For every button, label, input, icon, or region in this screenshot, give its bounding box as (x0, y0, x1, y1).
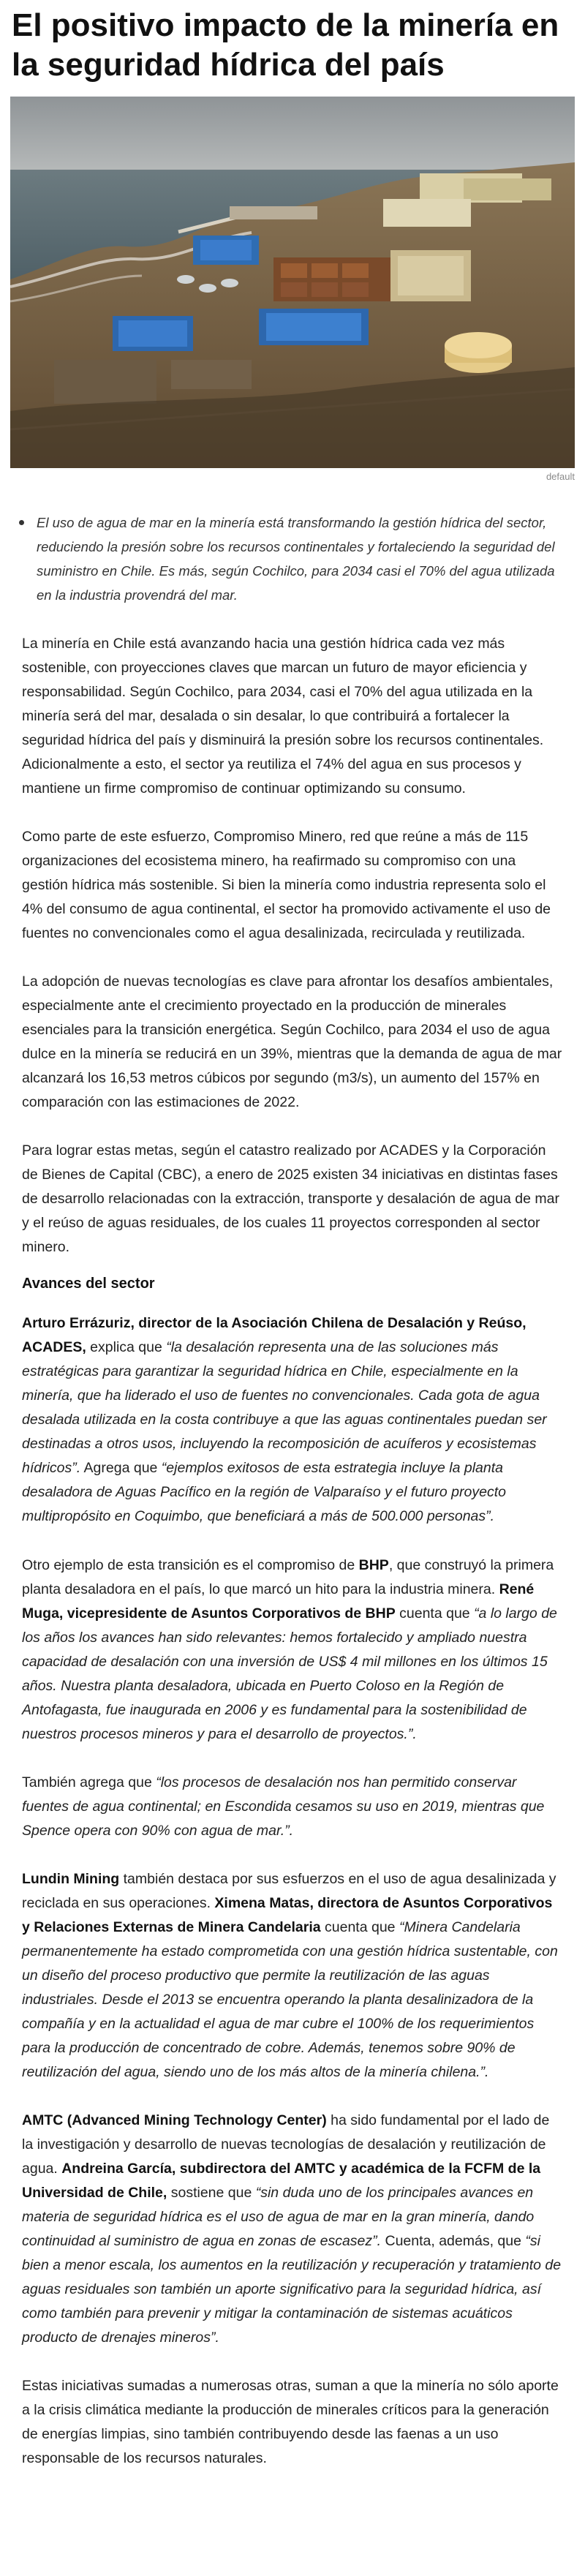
p5-quote-1: “la desalación representa una de las soluciones más estratégicas para garantizar la seguridad hídrica en Chile, especialmente en la minería, que ha liderado el uso de fuentes no convencionales. Cada gota de agua desalada utilizada en la costa contribuye a que las aguas continentales puedan ser destinadas a otros usos, incluyendo la recomposición de acuíferos y ecosistemas hídricos”. (22, 1339, 547, 1476)
paragraph-7 (22, 1771, 563, 1843)
bullet-icon (19, 520, 24, 525)
paragraph-6 (22, 1553, 563, 1747)
paragraph-4: Para lograr estas metas, según el catastro realizado por ACADES y la Corporación de Bienes de Capital (CBC), a enero de 2025 existen 34 iniciativas en distintas fases de desarrollo relacionadas con la extracción, transporte y desalación de agua de mar y el reúso de aguas residuales, de los cuales 11 proyectos corresponden al sector minero. (22, 1142, 559, 1255)
p8-speaker: Ximena Matas, directora de Asuntos Corporativos y Relaciones Externas de Minera Candelaria (22, 1895, 553, 1935)
p8-company: Lundin Mining (22, 1871, 120, 1887)
p6-company: BHP (358, 1557, 389, 1573)
p9-text-c: Cuenta, además, que (381, 2233, 526, 2249)
paragraph-5 (22, 1311, 563, 1529)
p8-quote: “Minera Candelaria permanentemente ha estado comprometida con una gestión hídrica sustentable, con un diseño del proceso productivo que permite la reutilización de las aguas industriales. Desde el 2013 se encuentra operando la planta desalinizadora de la compañía y en la actualidad el agua de mar cubre el 100% de los requerimientos para la producción de concentrado de cobre. Además, tenemos sobre 90% de reutilización del agua, siendo uno de los más altos de la minería chilena.”. (22, 1919, 558, 2080)
p9-quote-2: “si bien a menor escala, los aumentos en la reutilización y recuperación y tratamiento de aguas residuales son también un aporte significativo para la seguridad hídrica, así como también para prevenir y mitigar la contaminación de sistemas acuáticos producto de drenajes mineros”. (22, 2233, 562, 2346)
title-line-1: El positivo impacto de la minería en (12, 7, 559, 43)
article-title (12, 6, 573, 85)
p9-text-b: sostiene que (167, 2185, 256, 2201)
paragraph-8 (22, 1867, 563, 2084)
paragraph-10: Estas iniciativas sumadas a numerosas otras, suman a que la minería no sólo aporte a la crisis climática mediante la producción de minerales críticos para la generación de energías limpias, sino también contribuyendo desde las faenas a un uso responsable de los recursos naturales. (22, 2378, 559, 2466)
p9-speaker: Andreina García, subdirectora del AMTC y académica de la FCFM de la Universidad de Chile, (22, 2161, 541, 2201)
p9-quote: “sin duda uno de los principales avances en materia de seguridad hídrica es el uso de agua de mar en la gran minería, dando continuidad al suministro de agua en zonas de escasez”. (22, 2185, 535, 2249)
paragraph-1: La minería en Chile está avanzando hacia una gestión hídrica cada vez más sostenible, con proyecciones claves que marcan un futuro de mayor eficiencia y responsabilidad. Según Cochilco, para 2034, casi el 70% del agua utilizada en la minería será del mar, desalada o sin desalar, lo que contribuirá a fortalecer la seguridad hídrica del país y disminuirá la presión sobre los recursos continentales. Adicionalmente a esto, el sector ya reutiliza el 74% del agua en sus procesos y mantiene un firme compromiso de continuar optimizando su consumo. (22, 636, 544, 796)
p5-text-2: Agrega que (80, 1460, 162, 1476)
hero-image (10, 97, 575, 468)
p7-text: También agrega que (22, 1774, 156, 1790)
p5-quote-2: “ejemplos exitosos de esta estrategia incluye la planta desaladora de Aguas Pacífico en la región de Valparaíso y el futuro proyecto multipropósito en Coquimbo, que beneficiará a más de 500.000 personas”. (22, 1460, 506, 1524)
p6-quote: “a lo largo de los años los avances han sido relevantes: hemos fortalecido y ampliado nuestra capacidad de desalación con una inversión de US$ 4 mil millones en los últimos 15 años. Nuestra planta desaladora, ubicada en Puerto Coloso en la Región de Antofagasta, fue inaugurada en 2006 y es fundamental para la sostenibilidad de nuestros procesos mineros y para el desarrollo de proyectos.”. (22, 1605, 557, 1742)
p5-text: explica que (86, 1339, 167, 1355)
p6-text-b: , que construyó la primera planta desaladora en el país, lo que marcó un hito para la industria minera. (22, 1557, 554, 1597)
p6-text-c: cuenta que (395, 1605, 475, 1622)
p8-text-b: cuenta que (320, 1919, 399, 1935)
p6-text-a: Otro ejemplo de esta transición es el compromiso de (22, 1557, 359, 1573)
title-line-2: la seguridad hídrica del país (12, 47, 445, 83)
p6-speaker: René Muga, vicepresidente de Asuntos Corporativos de BHP (22, 1581, 535, 1622)
paragraph-2: Como parte de este esfuerzo, Compromiso Minero, red que reúne a más de 115 organizaciones del ecosistema minero, ha reafirmado su compromiso con una gestión hídrica más sostenible. Si bien la minería como industria representa solo el 4% del consumo de agua continental, el sector ha promovido activamente el uso de fuentes no convencionales como el agua desalinizada, recirculada y reutilizada. (22, 829, 551, 941)
image-caption: default (546, 471, 575, 482)
paragraph-9 (22, 2109, 563, 2350)
lead-text: El uso de agua de mar en la minería está transformando la gestión hídrica del sector, reduciendo la presión sobre los recursos continentales y fortaleciendo la seguridad del suministro en Chile. Es más, según Cochilco, para 2034 casi el 70% del agua utilizada en la industria provendrá del mar. (37, 515, 555, 603)
article-lead (18, 511, 567, 607)
p9-text-a: ha sido fundamental por el lado de la investigación y desarrollo de nuevas tecnologías de desalación y reutilización de agua. (22, 2112, 550, 2177)
p7-quote: “los procesos de desalación nos han permitido conservar fuentes de agua continental; en Escondida cesamos su uso en 2019, mientras que Spence opera con 90% con agua de mar.”. (22, 1774, 545, 1839)
paragraph-3: La adopción de nuevas tecnologías es clave para afrontar los desafíos ambientales, especialmente ante el crecimiento proyectado en la producción de minerales esenciales para la transición energética. Según Cochilco, para 2034 el uso de agua dulce en la minería se reducirá en un 39%, mientras que la demanda de agua de mar alcanzará los 16,53 metros cúbicos por segundo (m3/s), un aumento del 157% en comparación con las estimaciones de 2022. (22, 973, 562, 1110)
p9-company: AMTC (Advanced Mining Technology Center) (22, 2112, 327, 2128)
p5-speaker: Arturo Errázuriz, director de la Asociación Chilena de Desalación y Reúso, ACADES, (22, 1315, 526, 1355)
section-title: Avances del sector (22, 1276, 155, 1292)
p8-text-a: también destaca por sus esfuerzos en el uso de agua desalinizada y reciclada en sus operaciones. (22, 1871, 556, 1911)
